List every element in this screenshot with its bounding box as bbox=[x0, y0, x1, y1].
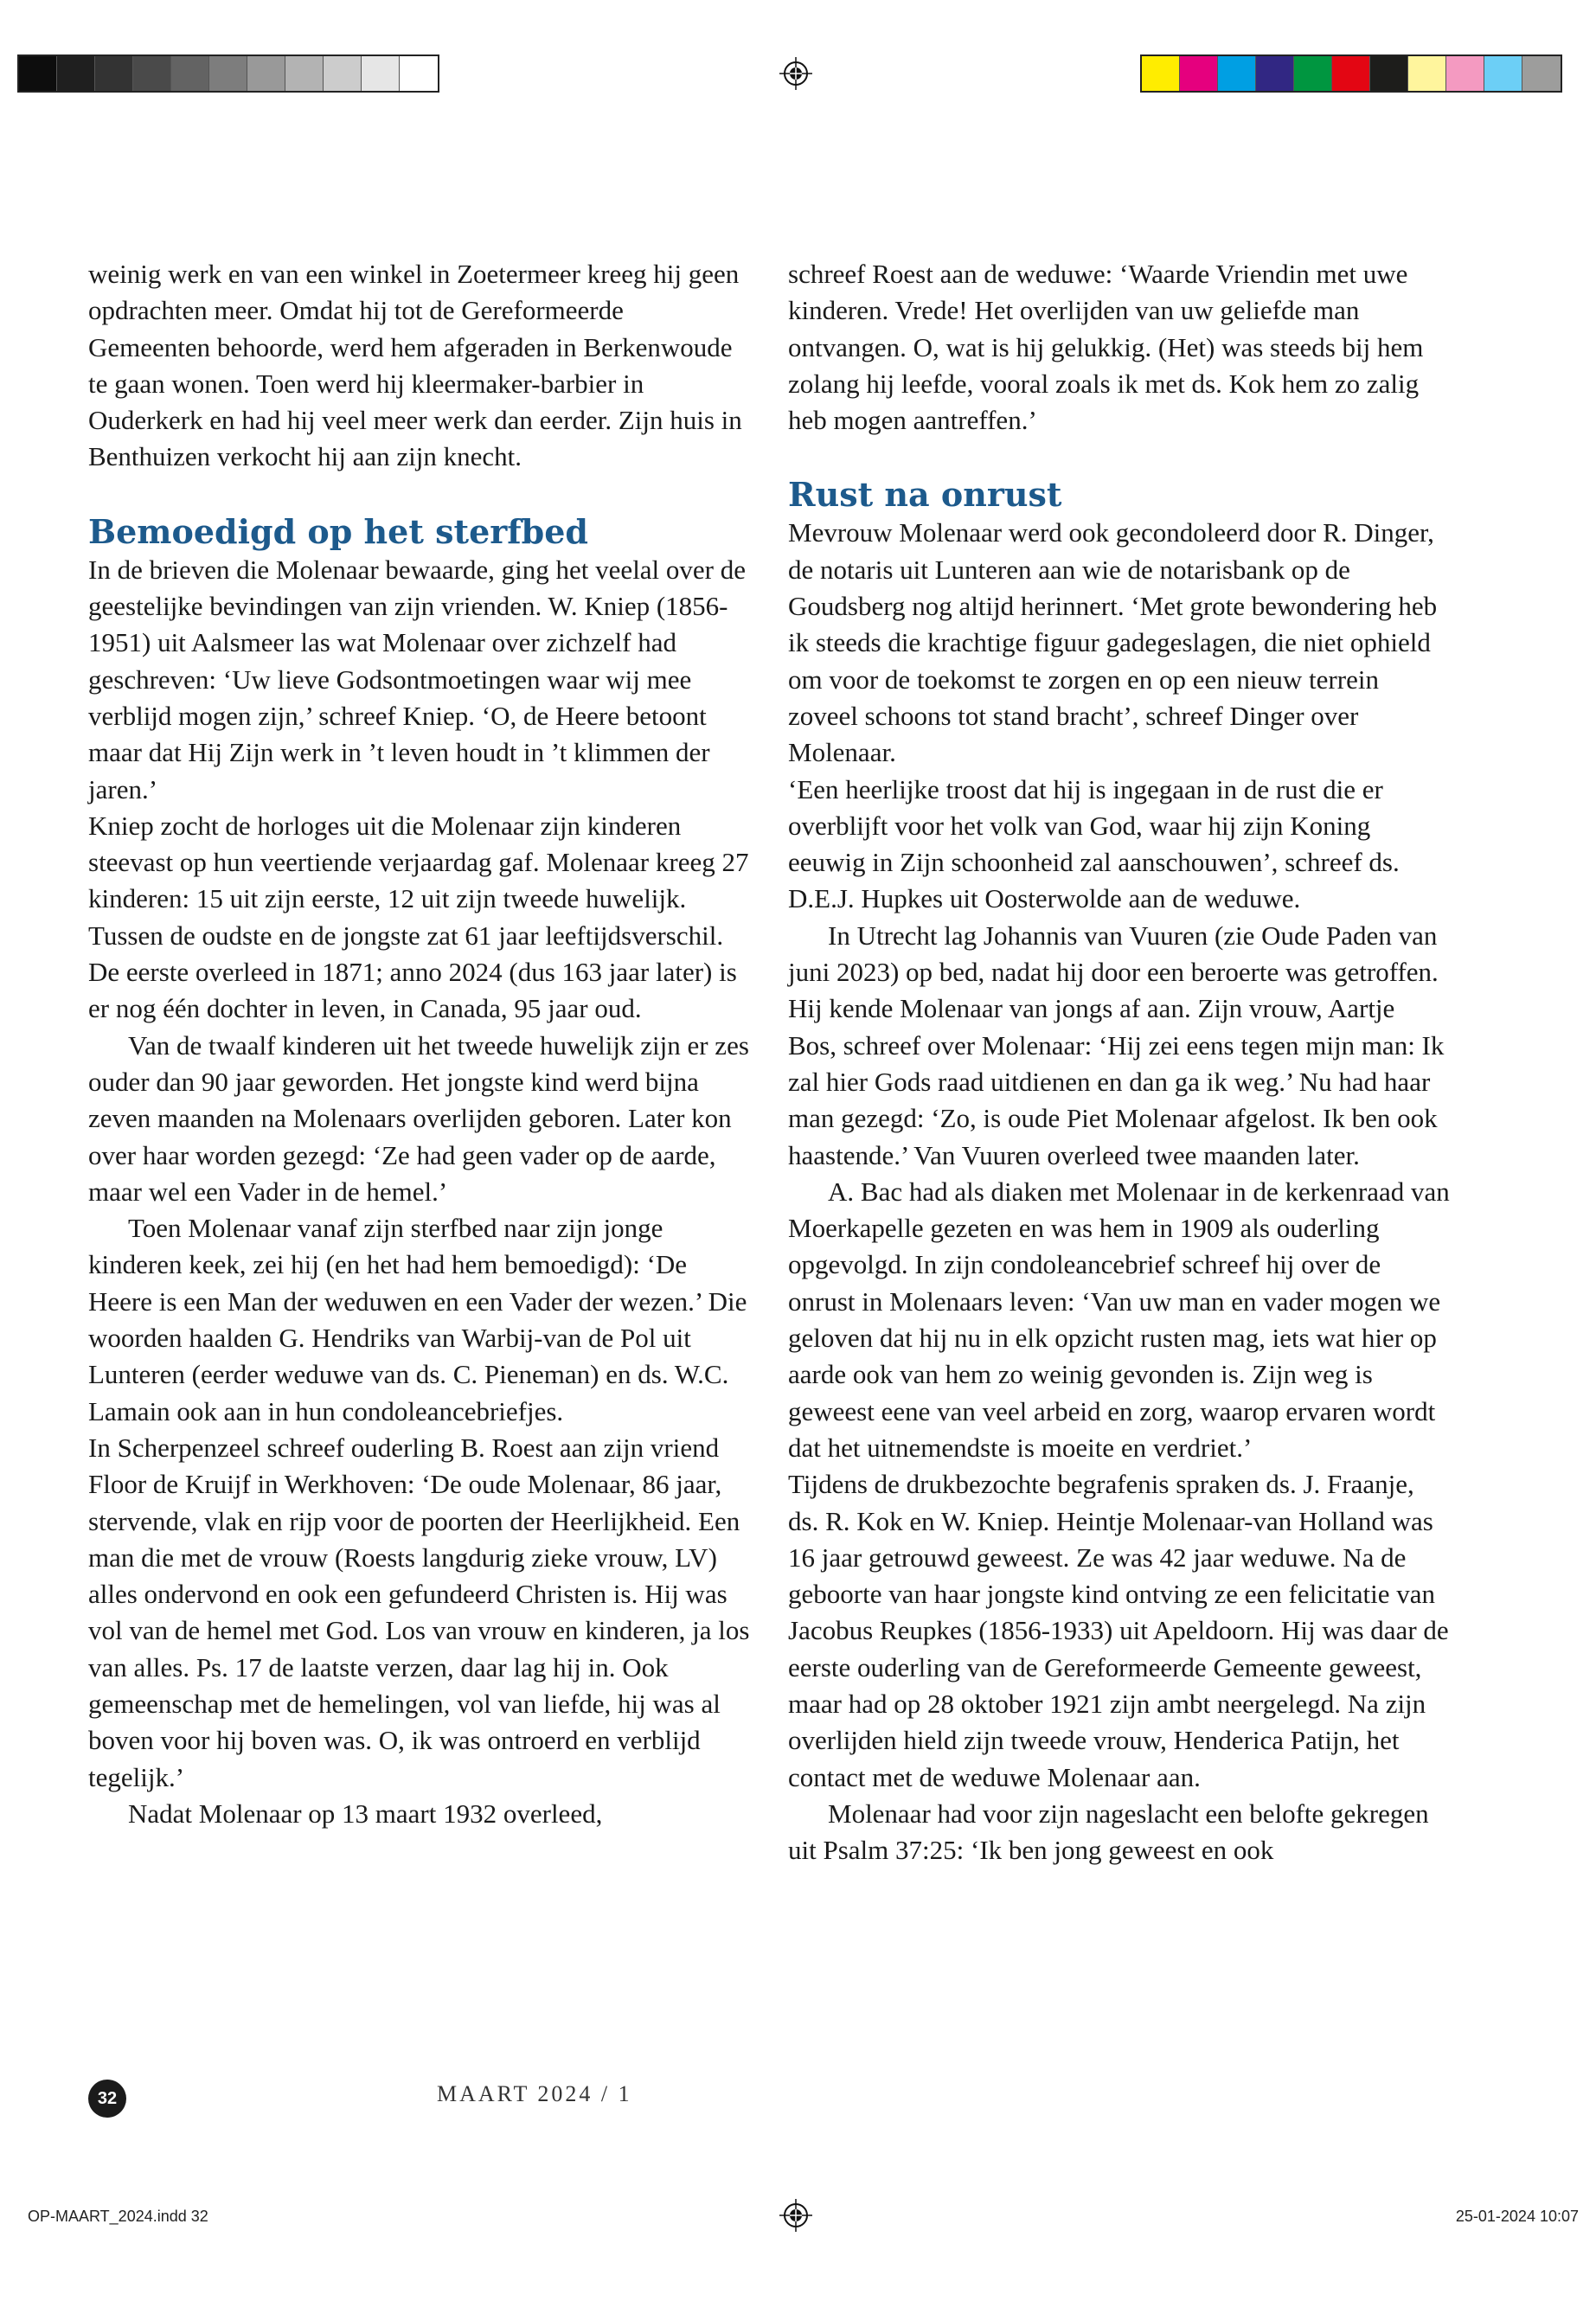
section-gap bbox=[788, 439, 1450, 475]
color-swatch bbox=[209, 56, 247, 91]
color-swatch bbox=[95, 56, 133, 91]
color-swatch bbox=[1218, 56, 1256, 91]
color-swatch bbox=[1294, 56, 1332, 91]
paragraph: Toen Molenaar vanaf zijn sterfbed naar zijn jonge kinderen keek, zei hij (en het had hem bemoedigd): ‘De Heere is een Man der weduwen en een Vader der wezen.’ Die woorden haalden G. Hendriks van Warbij-van de Pol uit Lunteren (eerder weduwe van ds. C. Pieneman) en ds. W.C. Lamain ook aan in hun condoleancebriefjes. bbox=[88, 1213, 747, 1426]
color-swatch bbox=[1522, 56, 1561, 91]
paragraph: A. Bac had als diaken met Molenaar in de kerkenraad van Moerkapelle gezeten en was hem in 1909 als ouderling opgevolgd. In zijn condoleancebrief schreef hij over de onrust in Molenaars leven: ‘Van uw man en vader mogen we geloven dat hij nu in elk opzicht rusten mag, iets wat hier op aarde ook van hem zo weinig gevonden is. Zijn weg is geweest eene van veel arbeid en zorg, waarop ervaren wordt dat het uitnemendste is moeite en verdriet.’ bbox=[788, 1176, 1450, 1463]
color-swatch bbox=[1484, 56, 1522, 91]
color-swatch bbox=[400, 56, 438, 91]
color-swatch bbox=[1256, 56, 1294, 91]
paragraph: In Scherpenzeel schreef ouderling B. Roest aan zijn vriend Floor de Kruijf in Werkhoven: ‘De oude Molenaar, 86 jaar, stervende, vlak en rijp voor de poorten der Heerlijkheid. Een man die met de vrouw (Roests langdurig zieke vrouw, LV) alles ondervond en ook een gefundeerd Christen is. Hij was vol van de hemel met God. Los van vrouw en kinderen, ja los van alles. Ps. 17 de laatste verzen, daar lag hij in. Ook gemeenschap met de hemelingen, vol van liefde, hij was al boven voor hij boven was. O, ik was ontroerd en verblijd tegelijk.’ bbox=[88, 1432, 750, 1792]
paragraph: schreef Roest aan de weduwe: ‘Waarde Vriendin met uwe kinderen. Vrede! Het overlijden van uw geliefde man ontvangen. O, wat is hij gelukkig. (Het) was steeds bij hem zolang hij leefde, vooral zoals ik met ds. Kok hem zo zalig heb mogen aantreffen.’ bbox=[788, 259, 1424, 436]
page-number-badge bbox=[88, 2080, 126, 2118]
color-swatch bbox=[133, 56, 171, 91]
paragraph: Tijdens de drukbezochte begrafenis spraken ds. J. Fraanje, ds. R. Kok en W. Kniep. Heintje Molenaar-van Holland was 16 jaar getrouwd geweest. Ze was 42 jaar weduwe. Na de geboorte van haar jongste kind ontving ze een felicitatie van Jacobus Reupkes (1856-1933) uit Apeldoorn. Hij was daar de eerste ouderling van de Gereformeerde Gemeente geweest, maar had op 28 oktober 1921 zijn ambt neergelegd. Na zijn overlijden hield zijn tweede vrouw, Henderica Patijn, het contact met de weduwe Molenaar aan. bbox=[788, 1469, 1449, 1792]
paragraph: weinig werk en van een winkel in Zoetermeer kreeg hij geen opdrachten meer. Omdat hij tot de Gereformeerde Gemeenten behoorde, werd hem afgeraden in Berkenwoude te gaan wonen. Toen werd hij kleermaker-barbier in Ouderkerk en had hij veel meer werk dan eerder. Zijn huis in Benthuizen verkocht hij aan zijn knecht. bbox=[88, 259, 742, 472]
color-swatch bbox=[1446, 56, 1484, 91]
paragraph: In de brieven die Molenaar bewaarde, ging het veelal over de geestelijke bevindingen van zijn vrienden. W. Kniep (1856-1951) uit Aalsmeer las wat Molenaar over zichzelf had geschreven: ‘Uw lieve Godsontmoetingen waar wij mee verblijd mogen zijn,’ schreef Kniep. ‘O, de Heere betoont maar dat Hij Zijn werk in ’t leven houdt in ’t klimmen der jaren.’ bbox=[88, 554, 747, 804]
color-swatch bbox=[57, 56, 95, 91]
color-swatch bbox=[324, 56, 362, 91]
color-swatch bbox=[247, 56, 285, 91]
color-swatch bbox=[1408, 56, 1446, 91]
issue-label: MAART 2024 / 1 bbox=[437, 2081, 632, 2106]
color-swatch bbox=[19, 56, 57, 91]
paragraph: Kniep zocht de horloges uit die Molenaar zijn kinderen steevast op hun veertiende verjaardag gaf. Molenaar kreeg 27 kinderen: 15 uit zijn eerste, 12 uit zijn tweede huwelijk. Tussen de oudste en de jongste zat 61 jaar leeftijdsverschil. De eerste overleed in 1871; anno 2024 (dus 163 jaar later) is er nog één dochter in leven, in Canada, 95 jaar oud. bbox=[88, 810, 749, 1024]
color-swatch bbox=[285, 56, 324, 91]
paragraph: ‘Een heerlijke troost dat hij is ingegaan in de rust die er overblijft voor het volk van God, waar hij zijn Koning eeuwig in Zijn schoonheid zal aanschouwen’, schreef ds. D.E.J. Hupkes uit Oosterwolde aan de weduwe. bbox=[788, 773, 1400, 914]
color-swatch bbox=[1370, 56, 1408, 91]
gray-calibration-bar bbox=[17, 54, 439, 93]
color-swatch bbox=[171, 56, 209, 91]
slug-date-time: 25-01-2024 10:07 bbox=[1455, 2208, 1579, 2225]
paragraph: Molenaar had voor zijn nageslacht een belofte gekregen uit Psalm 37:25: ‘Ik ben jong geweest en ook bbox=[788, 1798, 1429, 1866]
color-swatch bbox=[1180, 56, 1218, 91]
page-number: 32 bbox=[97, 2088, 118, 2108]
article-column-right bbox=[788, 256, 1450, 1868]
paragraph: Mevrouw Molenaar werd ook gecondoleerd door R. Dinger, de notaris uit Lunteren aan wie de notarisbank op de Goudsberg nog altijd herinnert. ‘Met grote bewondering heb ik steeds die krachtige figuur gadegeslagen, die niet ophield om voor de toekomst te zorgen en op een nieuw terrein zoveel schoons tot stand bracht’, schreef Dinger over Molenaar. bbox=[788, 517, 1438, 768]
color-swatch bbox=[1332, 56, 1370, 91]
slug-file-info: OP-MAART_2024.indd 32 bbox=[28, 2208, 208, 2225]
paragraph: Nadat Molenaar op 13 maart 1932 overleed, bbox=[128, 1798, 603, 1829]
paragraph: In Utrecht lag Johannis van Vuuren (zie Oude Paden van juni 2023) op bed, nadat hij door een beroerte was getroffen. Hij kende Molenaar van jongs af aan. Zijn vrouw, Aartje Bos, schreef over Molenaar: ‘Hij zei eens tegen mijn man: Ik zal hier Gods raad uitdienen en dan ga ik weg.’ Nu had haar man gezegd: ‘Zo, is oude Piet Molenaar afgelost. Ik ben ook haastende.’ Van Vuuren overleed twee maanden later. bbox=[788, 920, 1445, 1170]
section-heading: Bemoedigd op het sterfbed bbox=[88, 511, 588, 551]
section-gap bbox=[88, 476, 750, 512]
color-calibration-bar bbox=[1140, 54, 1562, 93]
color-swatch bbox=[1142, 56, 1180, 91]
paragraph: Van de twaalf kinderen uit het tweede huwelijk zijn er zes ouder dan 90 jaar geworden. Het jongste kind werd bijna zeven maanden na Molenaars overlijden geboren. Later kon over haar worden gezegd: ‘Ze had geen vader op de aarde, maar wel een Vader in de hemel.’ bbox=[88, 1029, 749, 1207]
section-heading: Rust na onrust bbox=[788, 475, 1062, 515]
article-column-left bbox=[88, 256, 750, 1832]
registration-mark-icon bbox=[779, 2199, 812, 2232]
registration-mark-icon bbox=[779, 57, 812, 90]
color-swatch bbox=[362, 56, 400, 91]
